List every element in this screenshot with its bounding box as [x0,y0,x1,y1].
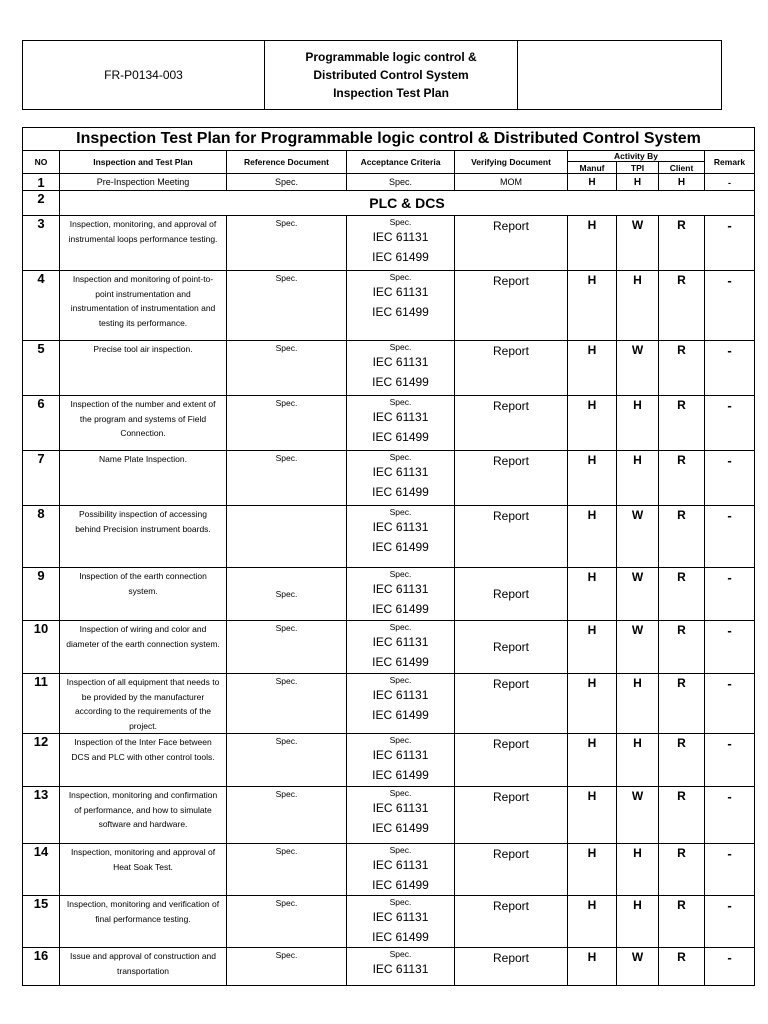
row-remark: - [705,174,755,191]
row-reference [227,506,347,568]
acceptance-standard: IEC 61499 [372,930,429,944]
column-header-activity: Activity By [568,151,705,162]
row-client: H [659,174,705,191]
table-row [23,271,755,341]
row-verifying: Report [455,787,568,844]
row-verifying: Report [455,896,568,948]
column-header-verifying: Verifying Document [455,151,568,174]
row-client: R [659,341,705,396]
document-title-line: Inspection Test Plan [333,86,449,100]
row-manuf: H [568,341,617,396]
acceptance-standard: IEC 61131 [372,748,429,762]
row-reference: Spec. [227,216,347,271]
acceptance-spec: Spec. [389,217,412,227]
row-reference: Spec. [227,734,347,787]
acceptance-standard: IEC 61499 [372,305,429,319]
row-acceptance [347,568,455,621]
row-acceptance [347,341,455,396]
row-tpi: W [617,341,659,396]
row-manuf: H [568,174,617,191]
row-tpi: H [617,451,659,506]
acceptance-standard: IEC 61131 [372,962,429,976]
table-row [23,506,755,568]
row-verifying: Report [455,734,568,787]
row-reference: Spec. [227,674,347,734]
acceptance-spec: Spec. [389,622,412,632]
table-row [23,621,755,674]
row-tpi: H [617,844,659,896]
row-acceptance [347,787,455,844]
row-plan: Name Plate Inspection. [60,451,227,506]
acceptance-spec: Spec. [389,452,412,462]
table-row [23,787,755,844]
header-blank-cell [518,41,722,110]
row-acceptance: Spec. [347,174,455,191]
row-client: R [659,216,705,271]
document-title-line: Distributed Control System [313,68,469,82]
row-client: R [659,621,705,674]
acceptance-spec: Spec. [389,342,412,352]
row-plan: Pre-Inspection Meeting [60,174,227,191]
table-row [23,896,755,948]
row-reference: Spec. [227,568,347,621]
row-number: 9 [23,568,60,621]
document-title [265,41,518,110]
row-remark: - [705,674,755,734]
row-manuf: H [568,568,617,621]
row-acceptance [347,216,455,271]
row-number: 3 [23,216,60,271]
row-reference: Spec. [227,174,347,191]
row-tpi: W [617,216,659,271]
acceptance-spec: Spec. [389,569,412,579]
row-plan: Precise tool air inspection. [60,341,227,396]
row-tpi: H [617,734,659,787]
table-row [23,674,755,734]
acceptance-spec: Spec. [389,845,412,855]
row-remark: - [705,506,755,568]
row-manuf: H [568,734,617,787]
table-row [23,734,755,787]
row-manuf: H [568,787,617,844]
acceptance-standard: IEC 61499 [372,602,429,616]
row-verifying: Report [455,948,568,986]
table-row [23,451,755,506]
row-reference: Spec. [227,396,347,451]
row-verifying: Report [455,506,568,568]
row-plan: Inspection, monitoring and approval of Heat Soak Test. [60,844,227,896]
row-client: R [659,787,705,844]
row-client: R [659,568,705,621]
row-number: 12 [23,734,60,787]
acceptance-spec: Spec. [389,507,412,517]
row-client: R [659,674,705,734]
acceptance-standard: IEC 61499 [372,768,429,782]
row-reference: Spec. [227,787,347,844]
acceptance-standard: IEC 61499 [372,430,429,444]
row-client: R [659,271,705,341]
row-plan: Inspection of all equipment that needs to be provided by the manufacturer according to the requirements of the project. [60,674,227,734]
acceptance-standard: IEC 61499 [372,655,429,669]
acceptance-spec: Spec. [389,949,412,959]
row-number: 13 [23,787,60,844]
row-client: R [659,506,705,568]
row-reference: Spec. [227,271,347,341]
row-number: 11 [23,674,60,734]
row-acceptance [347,948,455,986]
acceptance-standard: IEC 61499 [372,878,429,892]
row-plan: Inspection, monitoring and confirmation of performance, and how to simulate software and hardware. [60,787,227,844]
row-plan: Inspection of the earth connection system. [60,568,227,621]
document-title-line: Programmable logic control & [305,50,477,64]
table-row [23,216,755,271]
column-header-remark: Remark [705,151,755,174]
form-code: FR-P0134-003 [23,41,265,110]
row-reference: Spec. [227,621,347,674]
row-remark: - [705,396,755,451]
row-plan: Inspection of wiring and color and diameter of the earth connection system. [60,621,227,674]
row-acceptance [347,271,455,341]
acceptance-spec: Spec. [389,675,412,685]
row-number: 4 [23,271,60,341]
inspection-test-plan-table [22,127,755,986]
row-number: 6 [23,396,60,451]
column-header-no: NO [23,151,60,174]
row-verifying: MOM [455,174,568,191]
row-remark: - [705,216,755,271]
row-reference: Spec. [227,844,347,896]
table-title: Inspection Test Plan for Programmable logic control & Distributed Control System [23,128,755,151]
row-number: 16 [23,948,60,986]
row-plan: Inspection, monitoring and verification of final performance testing. [60,896,227,948]
table-row [23,568,755,621]
acceptance-standard: IEC 61131 [372,635,429,649]
row-client: R [659,451,705,506]
acceptance-standard: IEC 61131 [372,801,429,815]
acceptance-standard: IEC 61131 [372,355,429,369]
acceptance-spec: Spec. [389,735,412,745]
row-acceptance [347,451,455,506]
table-row [23,396,755,451]
row-manuf: H [568,674,617,734]
row-remark: - [705,734,755,787]
acceptance-spec: Spec. [389,788,412,798]
row-manuf: H [568,396,617,451]
acceptance-standard: IEC 61499 [372,821,429,835]
row-tpi: W [617,568,659,621]
acceptance-standard: IEC 61499 [372,540,429,554]
row-acceptance [347,674,455,734]
row-number: 14 [23,844,60,896]
row-reference: Spec. [227,451,347,506]
row-client: R [659,896,705,948]
column-header-reference: Reference Document [227,151,347,174]
acceptance-spec: Spec. [389,272,412,282]
row-manuf: H [568,506,617,568]
row-tpi: W [617,506,659,568]
row-manuf: H [568,216,617,271]
row-manuf: H [568,451,617,506]
row-remark: - [705,341,755,396]
column-header-manuf: Manuf [568,162,617,174]
row-verifying: Report [455,674,568,734]
row-reference: Spec. [227,948,347,986]
acceptance-standard: IEC 61499 [372,708,429,722]
row-tpi: H [617,174,659,191]
row-manuf: H [568,271,617,341]
acceptance-standard: IEC 61131 [372,858,429,872]
row-acceptance [347,506,455,568]
row-client: R [659,734,705,787]
row-tpi: H [617,271,659,341]
table-row [23,341,755,396]
acceptance-standard: IEC 61499 [372,485,429,499]
row-acceptance [347,896,455,948]
section-row [23,191,755,216]
acceptance-standard: IEC 61131 [372,230,429,244]
row-acceptance [347,621,455,674]
row-remark: - [705,787,755,844]
column-header-tpi: TPI [617,162,659,174]
row-manuf: H [568,621,617,674]
row-remark: - [705,621,755,674]
row-plan: Possibility inspection of accessing behind Precision instrument boards. [60,506,227,568]
table-row [23,844,755,896]
acceptance-spec: Spec. [389,397,412,407]
acceptance-standard: IEC 61131 [372,688,429,702]
row-acceptance [347,844,455,896]
row-plan: Inspection of the Inter Face between DCS and PLC with other control tools. [60,734,227,787]
row-client: R [659,844,705,896]
row-remark: - [705,896,755,948]
row-verifying: Report [455,396,568,451]
acceptance-standard: IEC 61131 [372,410,429,424]
column-header-acceptance: Acceptance Criteria [347,151,455,174]
row-number: 15 [23,896,60,948]
acceptance-standard: IEC 61499 [372,250,429,264]
row-number: 8 [23,506,60,568]
row-tpi: W [617,621,659,674]
row-tpi: H [617,896,659,948]
table-row [23,174,755,191]
row-manuf: H [568,948,617,986]
table-row [23,948,755,986]
row-verifying: Report [455,216,568,271]
row-tpi: H [617,674,659,734]
row-number: 7 [23,451,60,506]
row-tpi: H [617,396,659,451]
row-tpi: W [617,787,659,844]
row-plan: Inspection of the number and extent of the program and systems of Field Connection. [60,396,227,451]
acceptance-standard: IEC 61131 [372,520,429,534]
row-verifying: Report [455,451,568,506]
row-remark: - [705,568,755,621]
row-plan: Inspection and monitoring of point-to-point instrumentation and instrumentation of instrumentation and testing its performance. [60,271,227,341]
row-reference: Spec. [227,341,347,396]
row-number: 1 [23,174,60,191]
row-tpi: W [617,948,659,986]
row-manuf: H [568,896,617,948]
row-client: R [659,948,705,986]
acceptance-spec: Spec. [389,897,412,907]
section-label: PLC & DCS [60,191,755,216]
row-plan: Issue and approval of construction and transportation [60,948,227,986]
row-remark: - [705,948,755,986]
row-number: 10 [23,621,60,674]
row-remark: - [705,844,755,896]
document-header [22,40,722,110]
row-manuf: H [568,844,617,896]
acceptance-standard: IEC 61131 [372,465,429,479]
row-plan: Inspection, monitoring, and approval of instrumental loops performance testing. [60,216,227,271]
column-header-client: Client [659,162,705,174]
row-verifying: Report [455,341,568,396]
row-client: R [659,396,705,451]
row-verifying: Report [455,621,568,674]
row-number: 5 [23,341,60,396]
row-verifying: Report [455,271,568,341]
acceptance-standard: IEC 61131 [372,285,429,299]
row-verifying: Report [455,568,568,621]
row-acceptance [347,396,455,451]
row-remark: - [705,271,755,341]
row-remark: - [705,451,755,506]
acceptance-standard: IEC 61131 [372,582,429,596]
row-verifying: Report [455,844,568,896]
acceptance-standard: IEC 61499 [372,375,429,389]
row-acceptance [347,734,455,787]
column-header-plan: Inspection and Test Plan [60,151,227,174]
acceptance-standard: IEC 61131 [372,910,429,924]
row-number: 2 [23,191,60,216]
row-reference: Spec. [227,896,347,948]
